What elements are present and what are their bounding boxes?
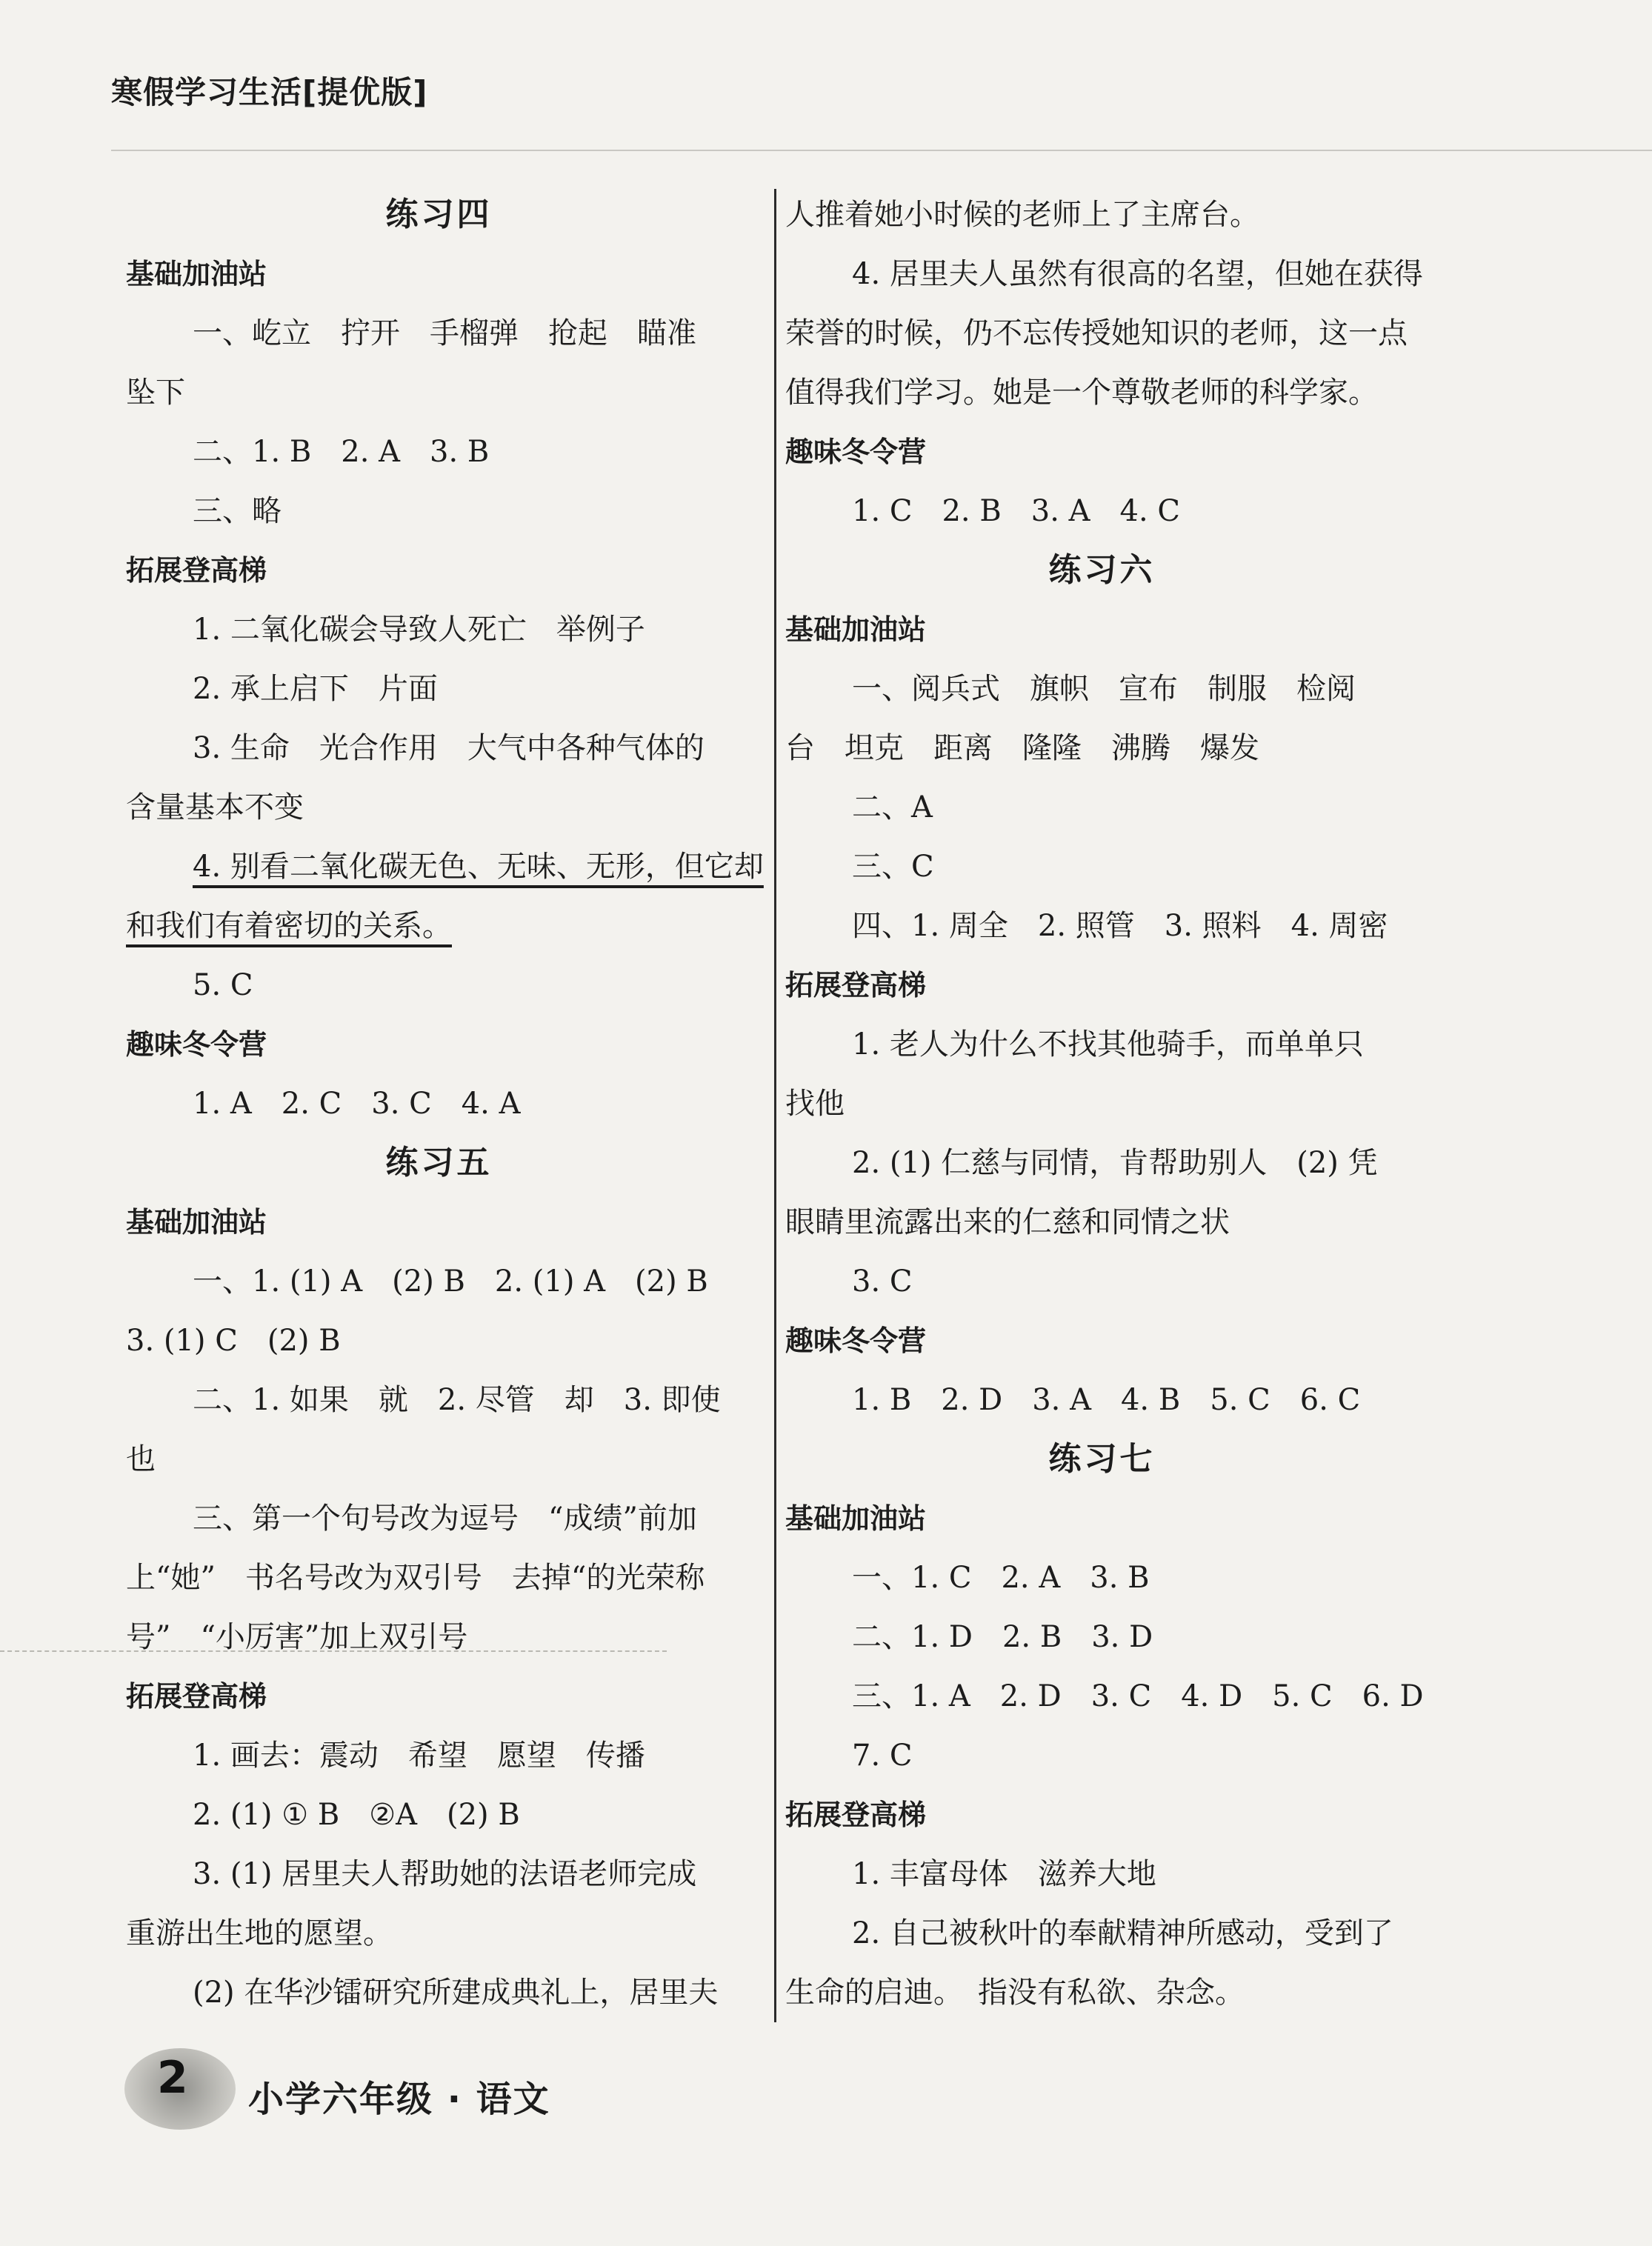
answer-line [126, 600, 752, 659]
answer-line [126, 659, 752, 719]
answer-line-text: 三、C [852, 850, 934, 884]
answer-line [785, 304, 1419, 363]
answer-line-text: 1. 老人为什么不找其他骑手，而单单只 [852, 1027, 1364, 1062]
exercise-title-text: 练习四 [385, 196, 493, 233]
left-column [126, 185, 764, 2022]
answer-line [126, 1252, 752, 1311]
section-heading [785, 422, 1419, 481]
answer-line [126, 956, 752, 1015]
answer-line-text: 人推着她小时候的老师上了主席台。 [785, 198, 1259, 232]
answer-line [126, 304, 752, 363]
column-divider [774, 189, 776, 2022]
section-heading [785, 600, 1419, 659]
answer-line-text: 上“她” 书名号改为双引号 去掉“的光荣称 [126, 1561, 705, 1595]
answer-line-text: 4. 别看二氧化碳无色、无味、无形，但它却 [193, 850, 764, 884]
exercise-title [785, 1430, 1419, 1489]
answer-line-text: 荣誉的时候，仍不忘传授她知识的老师，这一点 [785, 316, 1408, 350]
answer-line [785, 481, 1419, 541]
answer-line-text: 1. B 2. D 3. A 4. B 5. C 6. C [852, 1383, 1361, 1417]
section-heading [126, 1015, 752, 1074]
answer-line-text: 台 坦克 距离 隆隆 沸腾 爆发 [785, 731, 1259, 765]
section-heading-text: 基础加油站 [785, 1502, 927, 1535]
torn-fold-line [0, 1650, 667, 1652]
answer-line [126, 1607, 752, 1667]
exercise-title [785, 541, 1419, 600]
answer-line-text: 找他 [785, 1087, 845, 1121]
answer-line [126, 719, 752, 778]
exercise-title [126, 185, 752, 244]
answer-line-text: 二、1. B 2. A 3. B [193, 435, 490, 469]
section-heading-text: 拓展登高梯 [785, 969, 927, 1002]
section-heading-text: 拓展登高梯 [126, 554, 267, 587]
answer-line-text: 一、屹立 拧开 手榴弹 抢起 瞄准 [193, 316, 696, 350]
answer-line [126, 422, 752, 481]
answer-line-text: 坠下 [126, 376, 185, 410]
answer-line-text: 3. C [852, 1264, 913, 1299]
section-heading-text: 趣味冬令营 [785, 436, 927, 468]
answer-line [126, 778, 752, 837]
exercise-title [126, 1133, 752, 1193]
answer-line-text: 1. C 2. B 3. A 4. C [852, 494, 1181, 528]
answer-line [785, 363, 1419, 422]
answer-line [785, 1015, 1419, 1074]
answer-line [785, 1726, 1419, 1785]
answer-line-text: 1. 画去：震动 希望 愿望 传播 [193, 1739, 645, 1773]
answer-line [126, 481, 752, 541]
section-heading-text: 基础加油站 [126, 1206, 267, 1239]
answer-line-text: 3. (1) 居里夫人帮助她的法语老师完成 [193, 1857, 697, 1891]
section-heading [126, 1193, 752, 1252]
answer-line [126, 363, 752, 422]
answer-line [785, 778, 1419, 837]
section-heading-text: 基础加油站 [126, 258, 267, 290]
answer-line-text: 值得我们学习。她是一个尊敬老师的科学家。 [785, 376, 1378, 410]
answer-line [126, 1548, 752, 1607]
answer-line [785, 1370, 1419, 1430]
answer-line-text: 眼睛里流露出来的仁慈和同情之状 [785, 1205, 1230, 1239]
answer-line [126, 1370, 752, 1430]
section-heading [785, 956, 1419, 1015]
section-heading-text: 拓展登高梯 [785, 1799, 927, 1831]
exercise-title-text: 练习五 [385, 1144, 493, 1182]
section-heading [126, 1667, 752, 1726]
answer-line-text: 三、略 [193, 494, 282, 528]
answer-line [785, 1607, 1419, 1667]
answer-line [126, 1489, 752, 1548]
answer-line-text: 2. 承上启下 片面 [193, 672, 438, 706]
answer-line-text: 一、1. C 2. A 3. B [852, 1561, 1150, 1595]
answer-line-text: 三、1. A 2. D 3. C 4. D 5. C 6. D [852, 1679, 1424, 1713]
answer-line [785, 185, 1419, 244]
answer-line-text: 3. 生命 光合作用 大气中各种气体的 [193, 731, 705, 765]
answer-line-text: 二、1. 如果 就 2. 尽管 却 3. 即使 [193, 1383, 721, 1417]
answer-line [126, 1311, 752, 1370]
answer-line [785, 1667, 1424, 1726]
answer-line-text: 一、1. (1) A (2) B 2. (1) A (2) B [193, 1264, 708, 1299]
answer-line-text: 4. 居里夫人虽然有很高的名望，但她在获得 [852, 257, 1423, 291]
answer-line [126, 1963, 752, 2022]
answer-line-text: (2) 在华沙镭研究所建成典礼上，居里夫 [193, 1976, 719, 2010]
answer-line-text: 二、A [852, 790, 933, 824]
answer-line [785, 719, 1419, 778]
answer-line-text: 7. C [852, 1739, 913, 1773]
answer-line-text: 二、1. D 2. B 3. D [852, 1620, 1153, 1654]
answer-line [785, 1193, 1419, 1252]
answer-line [785, 837, 1419, 896]
answer-line [126, 1904, 752, 1963]
answer-line [785, 1904, 1419, 1963]
section-heading [785, 1785, 1419, 1845]
answer-line-text: 5. C [193, 968, 253, 1002]
answer-line-text: 2. (1) 仁慈与同情，肯帮助别人 (2) 凭 [852, 1146, 1378, 1180]
book-header-title: 寒假学习生活[提优版] [111, 74, 428, 110]
exercise-title-text: 练习七 [1048, 1440, 1156, 1478]
answer-line-text: 重游出生地的愿望。 [126, 1916, 393, 1950]
answer-line-text: 含量基本不变 [126, 790, 304, 824]
section-heading [126, 244, 752, 304]
section-heading-text: 基础加油站 [785, 613, 927, 646]
section-heading-text: 趣味冬令营 [126, 1028, 267, 1061]
footer-title: 小学六年级 · 语文 [248, 2079, 550, 2120]
answer-line [785, 1548, 1419, 1607]
answer-line-text: 一、阅兵式 旗帜 宣布 制服 检阅 [852, 672, 1356, 706]
section-heading-text: 趣味冬令营 [785, 1324, 927, 1357]
answer-line [126, 1845, 752, 1904]
answer-line-text: 1. 丰富母体 滋养大地 [852, 1857, 1156, 1891]
answer-line [126, 1726, 752, 1785]
answer-line [785, 1963, 1419, 2022]
answer-line [785, 1133, 1419, 1193]
section-heading [126, 541, 752, 600]
answer-line-text: 3. (1) C (2) B [126, 1324, 341, 1358]
answer-line [126, 837, 764, 896]
answer-line [785, 1252, 1419, 1311]
answer-line [785, 1074, 1419, 1133]
answer-line-text: 也 [126, 1442, 156, 1476]
answer-line-text: 1. A 2. C 3. C 4. A [193, 1087, 521, 1121]
answer-line [126, 1785, 752, 1845]
section-heading-text: 拓展登高梯 [126, 1680, 267, 1713]
answer-line [785, 896, 1419, 956]
answer-line [126, 1074, 752, 1133]
answer-line-text: 生命的启迪。 指没有私欲、杂念。 [785, 1976, 1245, 2010]
page-number: 2 [157, 2052, 188, 2104]
section-heading [785, 1311, 1419, 1370]
answer-line [126, 1430, 752, 1489]
header-rule [111, 150, 1652, 151]
answer-line-text: 号” “小厉害”加上双引号 [126, 1620, 468, 1654]
answer-line-text: 2. 自己被秋叶的奉献精神所感动，受到了 [852, 1916, 1393, 1950]
exercise-title-text: 练习六 [1048, 551, 1156, 589]
answer-line-text: 和我们有着密切的关系。 [126, 909, 452, 943]
answer-line [785, 1845, 1419, 1904]
answer-line-text: 1. 二氧化碳会导致人死亡 举例子 [193, 613, 645, 647]
right-column [785, 185, 1424, 2022]
answer-line [785, 659, 1419, 719]
answer-line-text: 四、1. 周全 2. 照管 3. 照料 4. 周密 [852, 909, 1388, 943]
answer-line [126, 896, 752, 956]
answer-line-text: 2. (1) ① B ②A (2) B [193, 1798, 520, 1832]
answer-line-text: 三、第一个句号改为逗号 “成绩”前加 [193, 1502, 697, 1536]
section-heading [785, 1489, 1419, 1548]
answer-line [785, 244, 1423, 304]
